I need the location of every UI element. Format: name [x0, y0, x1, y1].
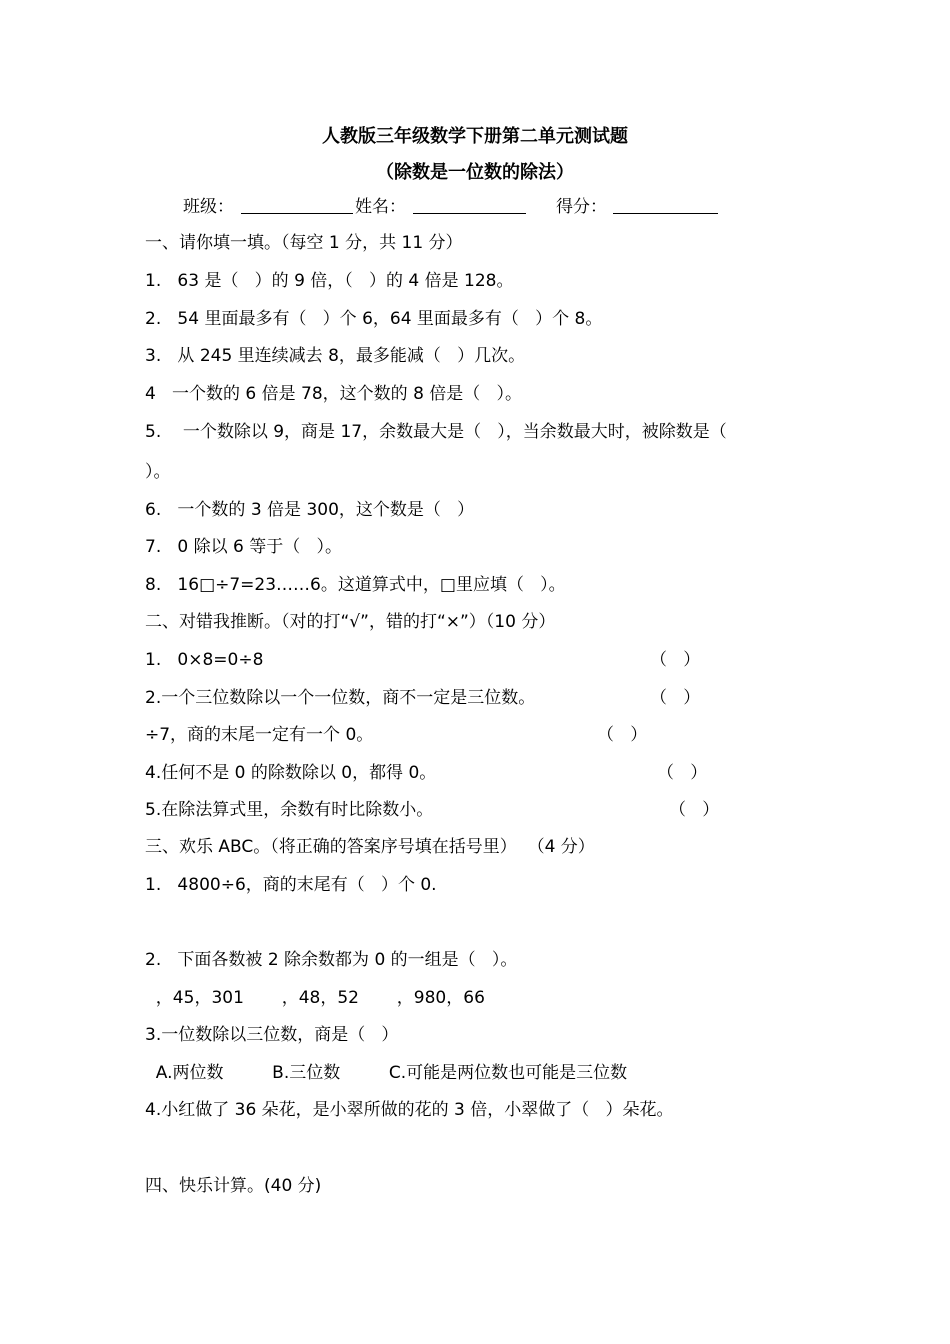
answer-bracket-2-5[interactable]: （ ）: [669, 800, 720, 820]
class-field[interactable]: [241, 213, 353, 214]
question-1-5-continued: ）。: [145, 462, 171, 482]
section-4-heading: 四、快乐计算。(40 分): [145, 1176, 322, 1196]
score-field[interactable]: [613, 213, 718, 214]
question-2-4: 4.任何不是 0 的除数除以 0，都得 0。: [145, 763, 437, 783]
question-2-3: ÷7，商的末尾一定有一个 0。: [145, 725, 374, 745]
question-2-1: 1. 0×8=0÷8: [145, 650, 264, 670]
question-3-1: 1. 4800÷6，商的末尾有（ ）个 0.: [145, 875, 437, 895]
answer-bracket-2-1[interactable]: （ ）: [650, 650, 701, 670]
page-subtitle: （除数是一位数的除法）: [376, 162, 574, 183]
answer-bracket-2-2[interactable]: （ ）: [650, 688, 701, 708]
section-3-heading: 三、欢乐 ABC。（将正确的答案序号填在括号里） （4 分）: [145, 837, 595, 857]
question-1-5: 5. 一个数除以 9，商是 17，余数最大是（ ），当余数最大时，被除数是（: [145, 422, 727, 442]
question-2-5: 5.在除法算式里，余数有时比除数小。: [145, 800, 434, 820]
question-1-4: 4 一个数的 6 倍是 78，这个数的 8 倍是（ ）。: [145, 384, 523, 404]
question-1-8: 8. 16□÷7=23……6。这道算式中，□里应填（ ）。: [145, 575, 566, 595]
question-2-2: 2.一个三位数除以一个一位数，商不一定是三位数。: [145, 688, 536, 708]
question-1-7: 7. 0 除以 6 等于（ ）。: [145, 537, 342, 557]
answer-bracket-2-3[interactable]: （ ）: [597, 725, 648, 745]
name-field[interactable]: [413, 213, 526, 214]
question-1-2: 2. 54 里面最多有（ ）个 6，64 里面最多有（ ）个 8。: [145, 309, 603, 329]
section-1-heading: 一、请你填一填。（每空 1 分，共 11 分）: [145, 233, 463, 253]
page-title: 人教版三年级数学下册第二单元测试题: [322, 126, 628, 147]
answer-bracket-2-4[interactable]: （ ）: [657, 763, 708, 783]
name-label: 姓名：: [355, 197, 406, 217]
question-1-3: 3. 从 245 里连续减去 8，最多能减（ ）几次。: [145, 346, 526, 366]
question-3-2-options: ，45，301 ，48，52 ，980，66: [145, 988, 485, 1008]
question-1-1: 1. 63 是（ ）的 9 倍，（ ）的 4 倍是 128。: [145, 271, 514, 291]
question-3-4: 4.小红做了 36 朵花，是小翠所做的花的 3 倍，小翠做了（ ）朵花。: [145, 1100, 674, 1120]
class-label: 班级：: [183, 197, 234, 217]
question-3-3-options: A.两位数 B.三位数 C.可能是两位数也可能是三位数: [145, 1063, 628, 1083]
question-1-6: 6. 一个数的 3 倍是 300，这个数是（ ）: [145, 500, 475, 520]
score-label: 得分：: [556, 197, 607, 217]
question-3-2: 2. 下面各数被 2 除余数都为 0 的一组是（ ）。: [145, 950, 518, 970]
section-2-heading: 二、对错我推断。（对的打“√”，错的打“×”）（10 分）: [145, 612, 556, 632]
question-3-3: 3.一位数除以三位数，商是（ ）: [145, 1025, 399, 1045]
